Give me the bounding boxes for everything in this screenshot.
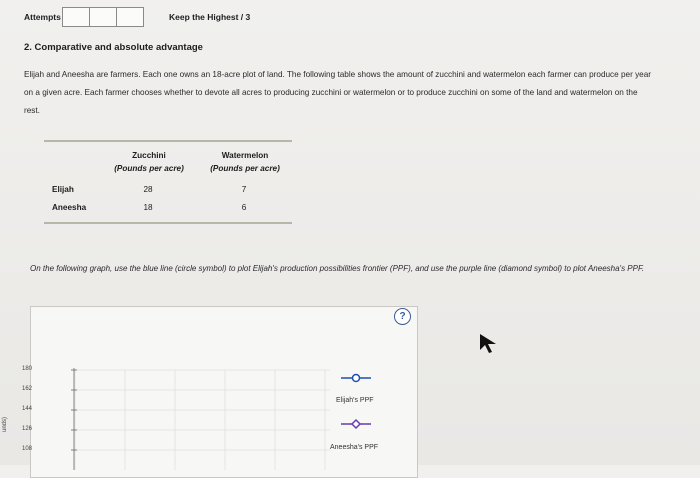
row-name: Elijah: [52, 185, 74, 194]
elijah-ppf-legend-label: Elijah's PPF: [336, 397, 374, 404]
y-tick-label: 144: [22, 406, 33, 412]
attempt-box: [116, 7, 144, 27]
cell-watermelon: 6: [241, 203, 247, 212]
attempts-label: Attempts: [24, 12, 61, 22]
table-bottom-rule: [44, 222, 292, 224]
y-tick-label: 180: [22, 366, 33, 372]
col-header-watermelon-unit: (Pounds per acre): [210, 164, 280, 173]
attempt-box: [89, 7, 117, 27]
mouse-cursor-icon: [478, 332, 498, 354]
row-name: Aneesha: [52, 203, 87, 212]
cell-zucchini: 18: [143, 203, 153, 212]
y-axis-label: unds): [2, 416, 8, 432]
table-row: [44, 182, 292, 200]
col-header-zucchini-title: Zucchini: [132, 151, 166, 160]
attempt-box: [62, 7, 90, 27]
keep-highest-label: Keep the Highest / 3: [169, 12, 251, 22]
table-header: [44, 142, 292, 182]
question-intro: Elijah and Aneesha are farmers. Each one owns an 18-acre plot of land. The following table shows the amount of zucchini and watermelon each farmer can produce per year on a given acre. Each farmer chooses whether to devote all acres to producing zucchini or watermelon or to produce zucchini on some of the land and watermelon on the rest.: [24, 70, 652, 115]
cell-watermelon: 7: [241, 185, 247, 194]
help-button[interactable]: ?: [394, 308, 411, 325]
col-header-zucchini-unit: (Pounds per acre): [114, 164, 184, 173]
table-row: [44, 200, 292, 218]
graph-instruction: On the following graph, use the blue line (circle symbol) to plot Elijah's production possibilities frontier (PPF), and use the purple line (diamond symbol) to plot Aneesha's PPF.: [30, 264, 645, 273]
cell-zucchini: 28: [143, 185, 153, 194]
y-tick-label: 162: [22, 386, 33, 392]
col-header-zucchini: [106, 151, 192, 173]
aneesha-ppf-legend-label: Aneesha's PPF: [330, 444, 379, 451]
elijah-ppf-legend-tool[interactable]: [341, 372, 371, 384]
question-title: 2. Comparative and absolute advantage: [24, 42, 203, 53]
col-header-watermelon: [202, 151, 288, 173]
y-tick-label: 126: [22, 426, 33, 432]
aneesha-ppf-legend-tool[interactable]: [341, 418, 371, 430]
attempt-boxes: [62, 7, 143, 27]
production-table: [44, 140, 292, 224]
col-header-watermelon-title: Watermelon: [221, 151, 269, 160]
y-tick-label: 108: [22, 446, 33, 452]
ppf-graph-area[interactable]: [30, 360, 340, 470]
top-bar: [0, 0, 700, 34]
